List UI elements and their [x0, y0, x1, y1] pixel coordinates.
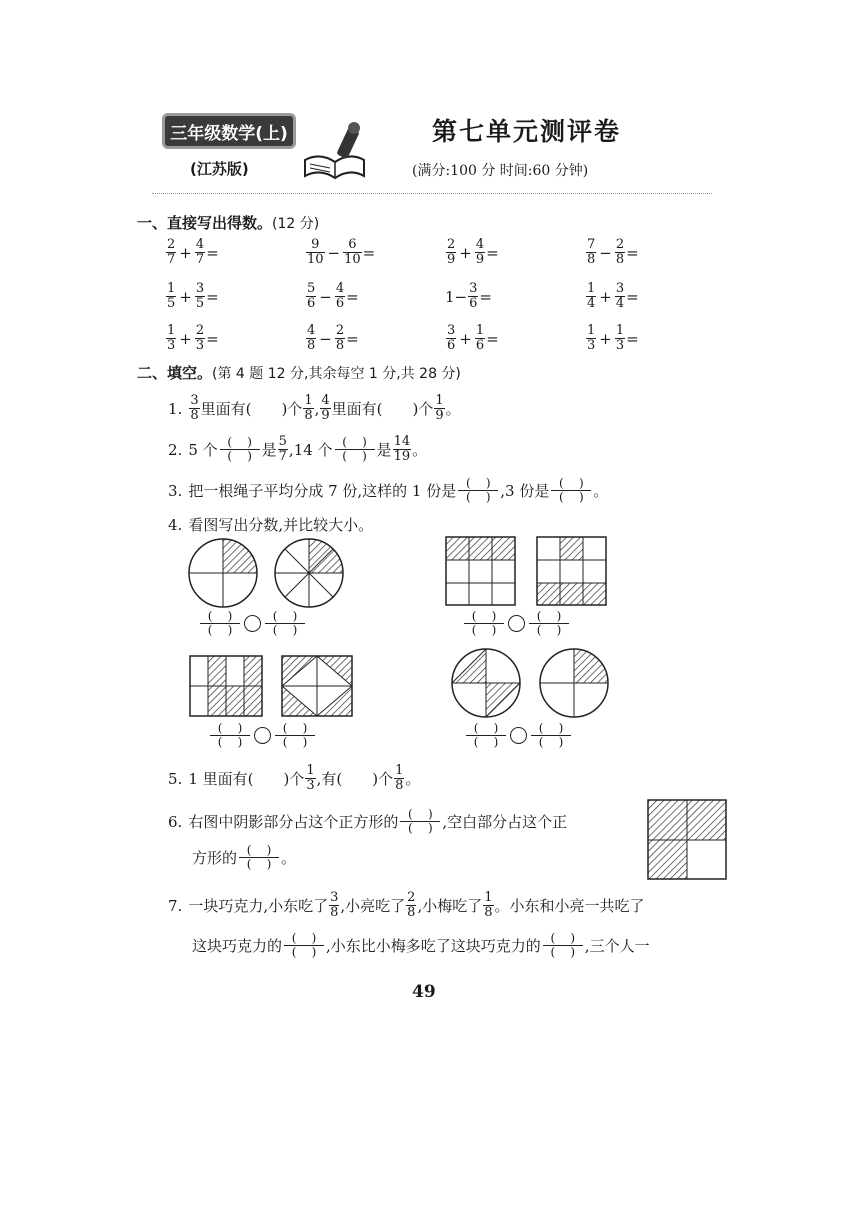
fraction: $\frac{1}{3}$: [167, 323, 176, 353]
circle-eighths-figure: [275, 539, 343, 607]
question-1: 1. $\frac{3}{8}$ 里面有( )个 $\frac{1}{8}$ , $\frac{4}{9}$ 里面有( )个 $\frac{1}{9}$ 。: [168, 393, 461, 423]
fraction: $\frac{1}{8}$: [304, 393, 313, 423]
answer-fraction-blank[interactable]: ( ) ( ): [220, 436, 260, 463]
operator: +: [179, 329, 192, 348]
equals-sign: =: [626, 287, 639, 306]
fraction: $\frac{4}{7}$: [195, 237, 205, 267]
fraction: $\frac{2}{7}$: [167, 237, 176, 267]
fraction: $\frac{1}{3}$: [615, 323, 625, 353]
fraction: $\frac{1}{3}$: [587, 323, 596, 353]
compare-circle[interactable]: [510, 727, 527, 744]
exam-meta: (满分:100 分 时间:60 分钟): [412, 163, 589, 179]
operator: +: [179, 243, 192, 262]
operator: +: [599, 329, 612, 348]
answer-fraction-blank[interactable]: ( ) ( ): [239, 844, 279, 871]
equals-sign: =: [479, 287, 492, 306]
section1-heading: 一、直接写出得数。(12 分): [137, 214, 320, 232]
compare-circle[interactable]: [244, 615, 261, 632]
fraction: $\frac{3}{8}$: [330, 890, 339, 920]
q6-square-figure: [648, 800, 726, 879]
circle-quarters-diagonal-figure: [452, 649, 520, 717]
fraction: $\frac{14}{19}$: [393, 434, 411, 464]
operator: +: [459, 329, 472, 348]
compare-row-b: [462, 610, 571, 637]
equals-sign: =: [206, 243, 219, 262]
equals-sign: =: [206, 287, 219, 306]
fraction: $\frac{1}{8}$: [395, 763, 404, 793]
compare-row-d: [464, 722, 573, 749]
equals-sign: =: [346, 287, 359, 306]
fraction: $\frac{2}{9}$: [447, 237, 456, 267]
rectangle-columns-figure: [190, 656, 262, 716]
fraction: $\frac{3}{8}$: [190, 393, 199, 423]
operator: −: [319, 329, 332, 348]
edition-label: (江苏版): [190, 160, 249, 178]
circle-quarter-figure-b: [540, 649, 608, 717]
fraction: $\frac{4}{6}$: [335, 281, 345, 311]
operator: −: [327, 243, 341, 262]
answer-fraction-blank[interactable]: ( ) ( ): [551, 477, 591, 504]
fraction: $\frac{2}{8}$: [407, 890, 416, 920]
fraction: $\frac{4}{8}$: [307, 323, 316, 353]
fraction: $\frac{4}{9}$: [321, 393, 330, 423]
answer-fraction-blank[interactable]: ( ) ( ): [464, 610, 504, 637]
fraction: $\frac{3}{4}$: [615, 281, 625, 311]
operator: +: [599, 287, 612, 306]
operator: −: [599, 243, 612, 262]
equals-sign: =: [206, 329, 219, 348]
answer-fraction-blank[interactable]: ( ) ( ): [543, 932, 583, 959]
fraction: $\frac{3}{5}$: [195, 281, 205, 311]
fraction: $\frac{5}{6}$: [307, 281, 316, 311]
compare-row-a: [198, 610, 307, 637]
fraction: $\frac{2}{8}$: [615, 237, 625, 267]
equals-sign: =: [626, 243, 639, 262]
answer-fraction-blank[interactable]: ( ) ( ): [275, 722, 315, 749]
equals-sign: =: [346, 329, 359, 348]
grid-3x3-figure-a: [446, 537, 515, 605]
fraction: $\frac{2}{8}$: [335, 323, 345, 353]
equals-sign: =: [486, 243, 499, 262]
whole-number: 1−: [445, 287, 468, 306]
fraction: $\frac{1}{8}$: [484, 890, 493, 920]
rectangle-diamond-figure: [282, 656, 352, 716]
answer-fraction-blank[interactable]: ( ) ( ): [335, 436, 375, 463]
page-title: 第七单元测评卷: [432, 117, 622, 146]
fraction: $\frac{9}{10}$: [307, 237, 324, 267]
equals-sign: =: [362, 243, 376, 262]
question-2: 2. 5 个 ( ) ( ) 是 $\frac{5}{7}$ ,14 个 ( ) ( ) 是 $\frac{14}{19}$ 。: [168, 434, 428, 464]
fraction: $\frac{1}{4}$: [587, 281, 596, 311]
fraction: $\frac{1}{6}$: [475, 323, 485, 353]
question-3: 3. 把一根绳子平均分成 7 份,这样的 1 份是 ( ) ( ) ,3 份是 ( ) ( ) 。: [168, 476, 609, 504]
grid-3x3-figure-b: [537, 537, 606, 605]
compare-row-c: [208, 722, 317, 749]
grade-badge: 三年级数学(上): [165, 116, 293, 146]
question-6-cont: 方形的 ( ) ( ) 。: [192, 843, 297, 871]
operator: −: [319, 287, 332, 306]
answer-fraction-blank[interactable]: ( ) ( ): [466, 722, 506, 749]
answer-fraction-blank[interactable]: ( ) ( ): [458, 477, 498, 504]
equals-sign: =: [486, 329, 499, 348]
answer-fraction-blank[interactable]: ( ) ( ): [265, 610, 305, 637]
fraction: $\frac{6}{10}$: [344, 237, 361, 267]
page-number: 49: [412, 982, 436, 1002]
compare-circle[interactable]: [254, 727, 271, 744]
question-6: 6. 右图中阴影部分占这个正方形的 ( ) ( ) ,空白部分占这个正: [168, 807, 568, 835]
question-5: 5. 1 里面有( )个 $\frac{1}{3}$ ,有( )个 $\frac{1}{8}$ 。: [168, 763, 421, 793]
equals-sign: =: [626, 329, 639, 348]
fraction: $\frac{3}{6}$: [469, 281, 478, 311]
fraction: $\frac{1}{5}$: [167, 281, 176, 311]
answer-fraction-blank[interactable]: ( ) ( ): [531, 722, 571, 749]
operator: +: [179, 287, 192, 306]
fraction: $\frac{2}{3}$: [195, 323, 205, 353]
circle-quarter-figure: [189, 539, 257, 607]
answer-fraction-blank[interactable]: ( ) ( ): [284, 932, 324, 959]
compare-circle[interactable]: [508, 615, 525, 632]
answer-fraction-blank[interactable]: ( ) ( ): [200, 610, 240, 637]
question-4: 4. 看图写出分数,并比较大小。: [168, 515, 374, 534]
fraction: $\frac{5}{7}$: [278, 434, 287, 464]
fraction: $\frac{1}{9}$: [435, 393, 444, 423]
question-7-cont: 这块巧克力的 ( ) ( ) ,小东比小梅多吃了这块巧克力的 ( ) ( ) ,三个人一: [192, 931, 650, 959]
section2-heading: 二、填空。(第 4 题 12 分,其余每空 1 分,共 28 分): [137, 364, 461, 382]
answer-fraction-blank[interactable]: ( ) ( ): [210, 722, 250, 749]
operator: +: [459, 243, 472, 262]
answer-fraction-blank[interactable]: ( ) ( ): [400, 808, 440, 835]
answer-fraction-blank[interactable]: ( ) ( ): [529, 610, 569, 637]
fraction: $\frac{3}{6}$: [447, 323, 456, 353]
fraction: $\frac{7}{8}$: [587, 237, 596, 267]
question-7: 7. 一块巧克力,小东吃了 $\frac{3}{8}$ ,小亮吃了 $\frac{2}{8}$ ,小梅吃了 $\frac{1}{8}$ 。小东和小亮一共吃了: [168, 890, 645, 920]
fraction: $\frac{4}{9}$: [475, 237, 485, 267]
fraction: $\frac{1}{3}$: [306, 763, 315, 793]
